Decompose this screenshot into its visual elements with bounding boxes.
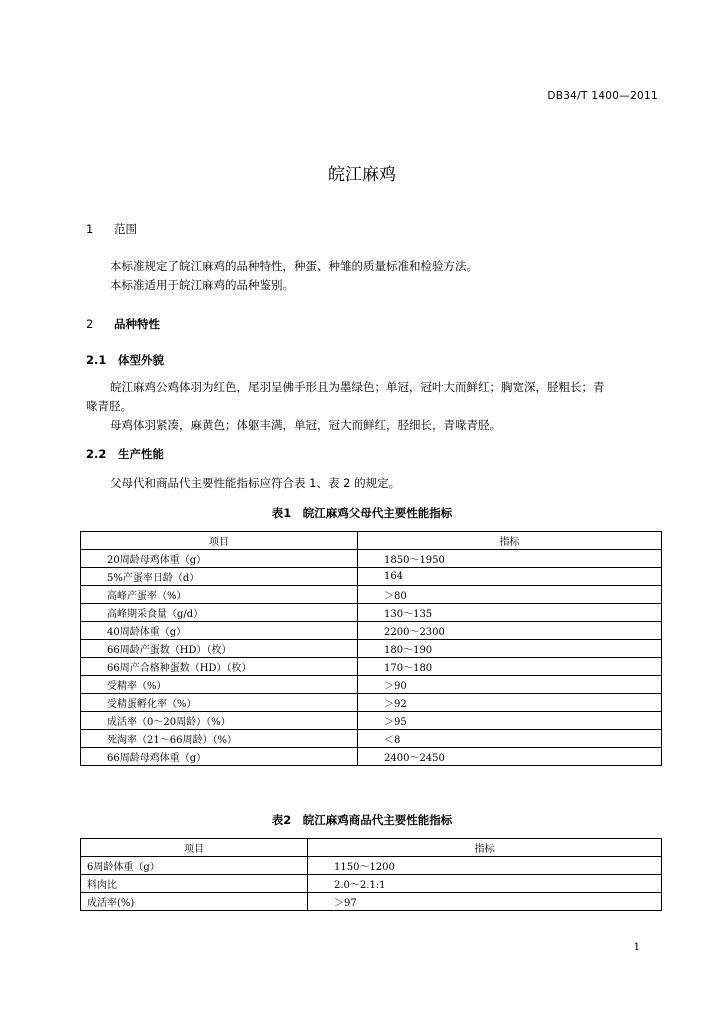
cell-item: 5%产蛋率日龄（d）: [81, 568, 358, 586]
cell-item: 高峰产蛋率（%）: [81, 586, 358, 604]
performance-paragraph: 父母代和商品代主要性能指标应符合表 1、表 2 的规定。: [110, 476, 401, 490]
table-2-caption: 表2 皖江麻鸡商品代主要性能指标: [271, 813, 453, 827]
cell-value: 2400～2450: [358, 748, 662, 766]
section-number: 1: [86, 222, 94, 236]
cell-value: 130～135: [358, 604, 662, 622]
table-row: [81, 730, 662, 748]
document-title: 皖江麻鸡: [328, 165, 396, 185]
table-row: [81, 658, 662, 676]
page-number: 1: [633, 942, 640, 953]
section-title: 范围: [114, 222, 137, 236]
cell-item: 成活率（0～20周龄）（%）: [81, 712, 358, 730]
cell-value: ＞80: [358, 586, 662, 604]
table-row: [81, 712, 662, 730]
section-number: 2.1: [86, 353, 107, 367]
appearance-paragraph-1-line-1: 皖江麻鸡公鸡体羽为红色，尾羽呈佛手形且为墨绿色；单冠，冠叶大而鲜红；胸宽深，胫粗长；青: [110, 380, 605, 394]
cell-item: 6周龄体重（g）: [81, 857, 308, 875]
section-2-1-heading: [86, 352, 164, 368]
section-1-heading: [86, 221, 137, 237]
table-row: [81, 893, 662, 911]
cell-value: 164: [358, 568, 662, 586]
table-row: [81, 875, 662, 893]
cell-item: 成活率(%): [81, 893, 308, 911]
cell-value: 2200～2300: [358, 622, 662, 640]
column-header-item: 项目: [81, 532, 358, 550]
cell-item: 高峰期采食量（g/d）: [81, 604, 358, 622]
table-row: [81, 586, 662, 604]
cell-item: 40周龄体重（g）: [81, 622, 358, 640]
cell-item: 66周龄母鸡体重（g）: [81, 748, 358, 766]
table-row: [81, 550, 662, 568]
table-row: [81, 748, 662, 766]
cell-item: 20周龄母鸡体重（g）: [81, 550, 358, 568]
table-2-commercial-stock: [80, 838, 662, 911]
table-row: [81, 622, 662, 640]
cell-value: ＜8: [358, 730, 662, 748]
table-row: [81, 857, 662, 875]
cell-value: 2.0～2.1:1: [308, 875, 662, 893]
cell-item: 料肉比: [81, 875, 308, 893]
table-header-row: [81, 532, 662, 550]
cell-value: 1150～1200: [308, 857, 662, 875]
table-1-caption: 表1 皖江麻鸡父母代主要性能指标: [271, 506, 453, 520]
section-2-heading: [86, 316, 160, 332]
column-header-indicator: 指标: [358, 532, 662, 550]
cell-item: 66周龄产蛋数（HD）（枚）: [81, 640, 358, 658]
section-number: 2: [86, 317, 94, 331]
cell-item: 66周产合格种蛋数（HD）（枚）: [81, 658, 358, 676]
cell-value: 180～190: [358, 640, 662, 658]
section-title: 体型外貌: [118, 353, 164, 367]
scope-paragraph-2: 本标准适用于皖江麻鸡的品种鉴别。: [110, 278, 294, 292]
cell-item: 受精蛋孵化率（%）: [81, 694, 358, 712]
section-title: 生产性能: [118, 447, 164, 461]
cell-item: 死淘率（21～66周龄）（%）: [81, 730, 358, 748]
table-row: [81, 676, 662, 694]
scope-paragraph-1: 本标准规定了皖江麻鸡的品种特性，种蛋、种雏的质量标准和检验方法。: [110, 259, 478, 273]
appearance-paragraph-1-line-2: 喙青胫。: [86, 399, 132, 413]
cell-value: 170～180: [358, 658, 662, 676]
cell-value: ＞90: [358, 676, 662, 694]
table-row: [81, 640, 662, 658]
cell-value: ＞95: [358, 712, 662, 730]
appearance-paragraph-2: 母鸡体羽紧凑，麻黄色；体躯丰满，单冠，冠大而鲜红，胫细长，青喙青胫。: [110, 418, 501, 432]
cell-value: 1850～1950: [358, 550, 662, 568]
standard-number: DB34/T 1400—2011: [547, 90, 658, 102]
cell-item: 受精率（%）: [81, 676, 358, 694]
section-2-2-heading: [86, 446, 164, 462]
table-row: [81, 568, 662, 586]
table-header-row: [81, 839, 662, 857]
table-1-parent-stock: [80, 531, 662, 766]
column-header-indicator: 指标: [308, 839, 662, 857]
table-row: [81, 604, 662, 622]
table-row: [81, 694, 662, 712]
column-header-item: 项目: [81, 839, 308, 857]
cell-value: ＞97: [308, 893, 662, 911]
cell-value: ＞92: [358, 694, 662, 712]
section-title: 品种特性: [114, 317, 160, 331]
section-number: 2.2: [86, 447, 107, 461]
